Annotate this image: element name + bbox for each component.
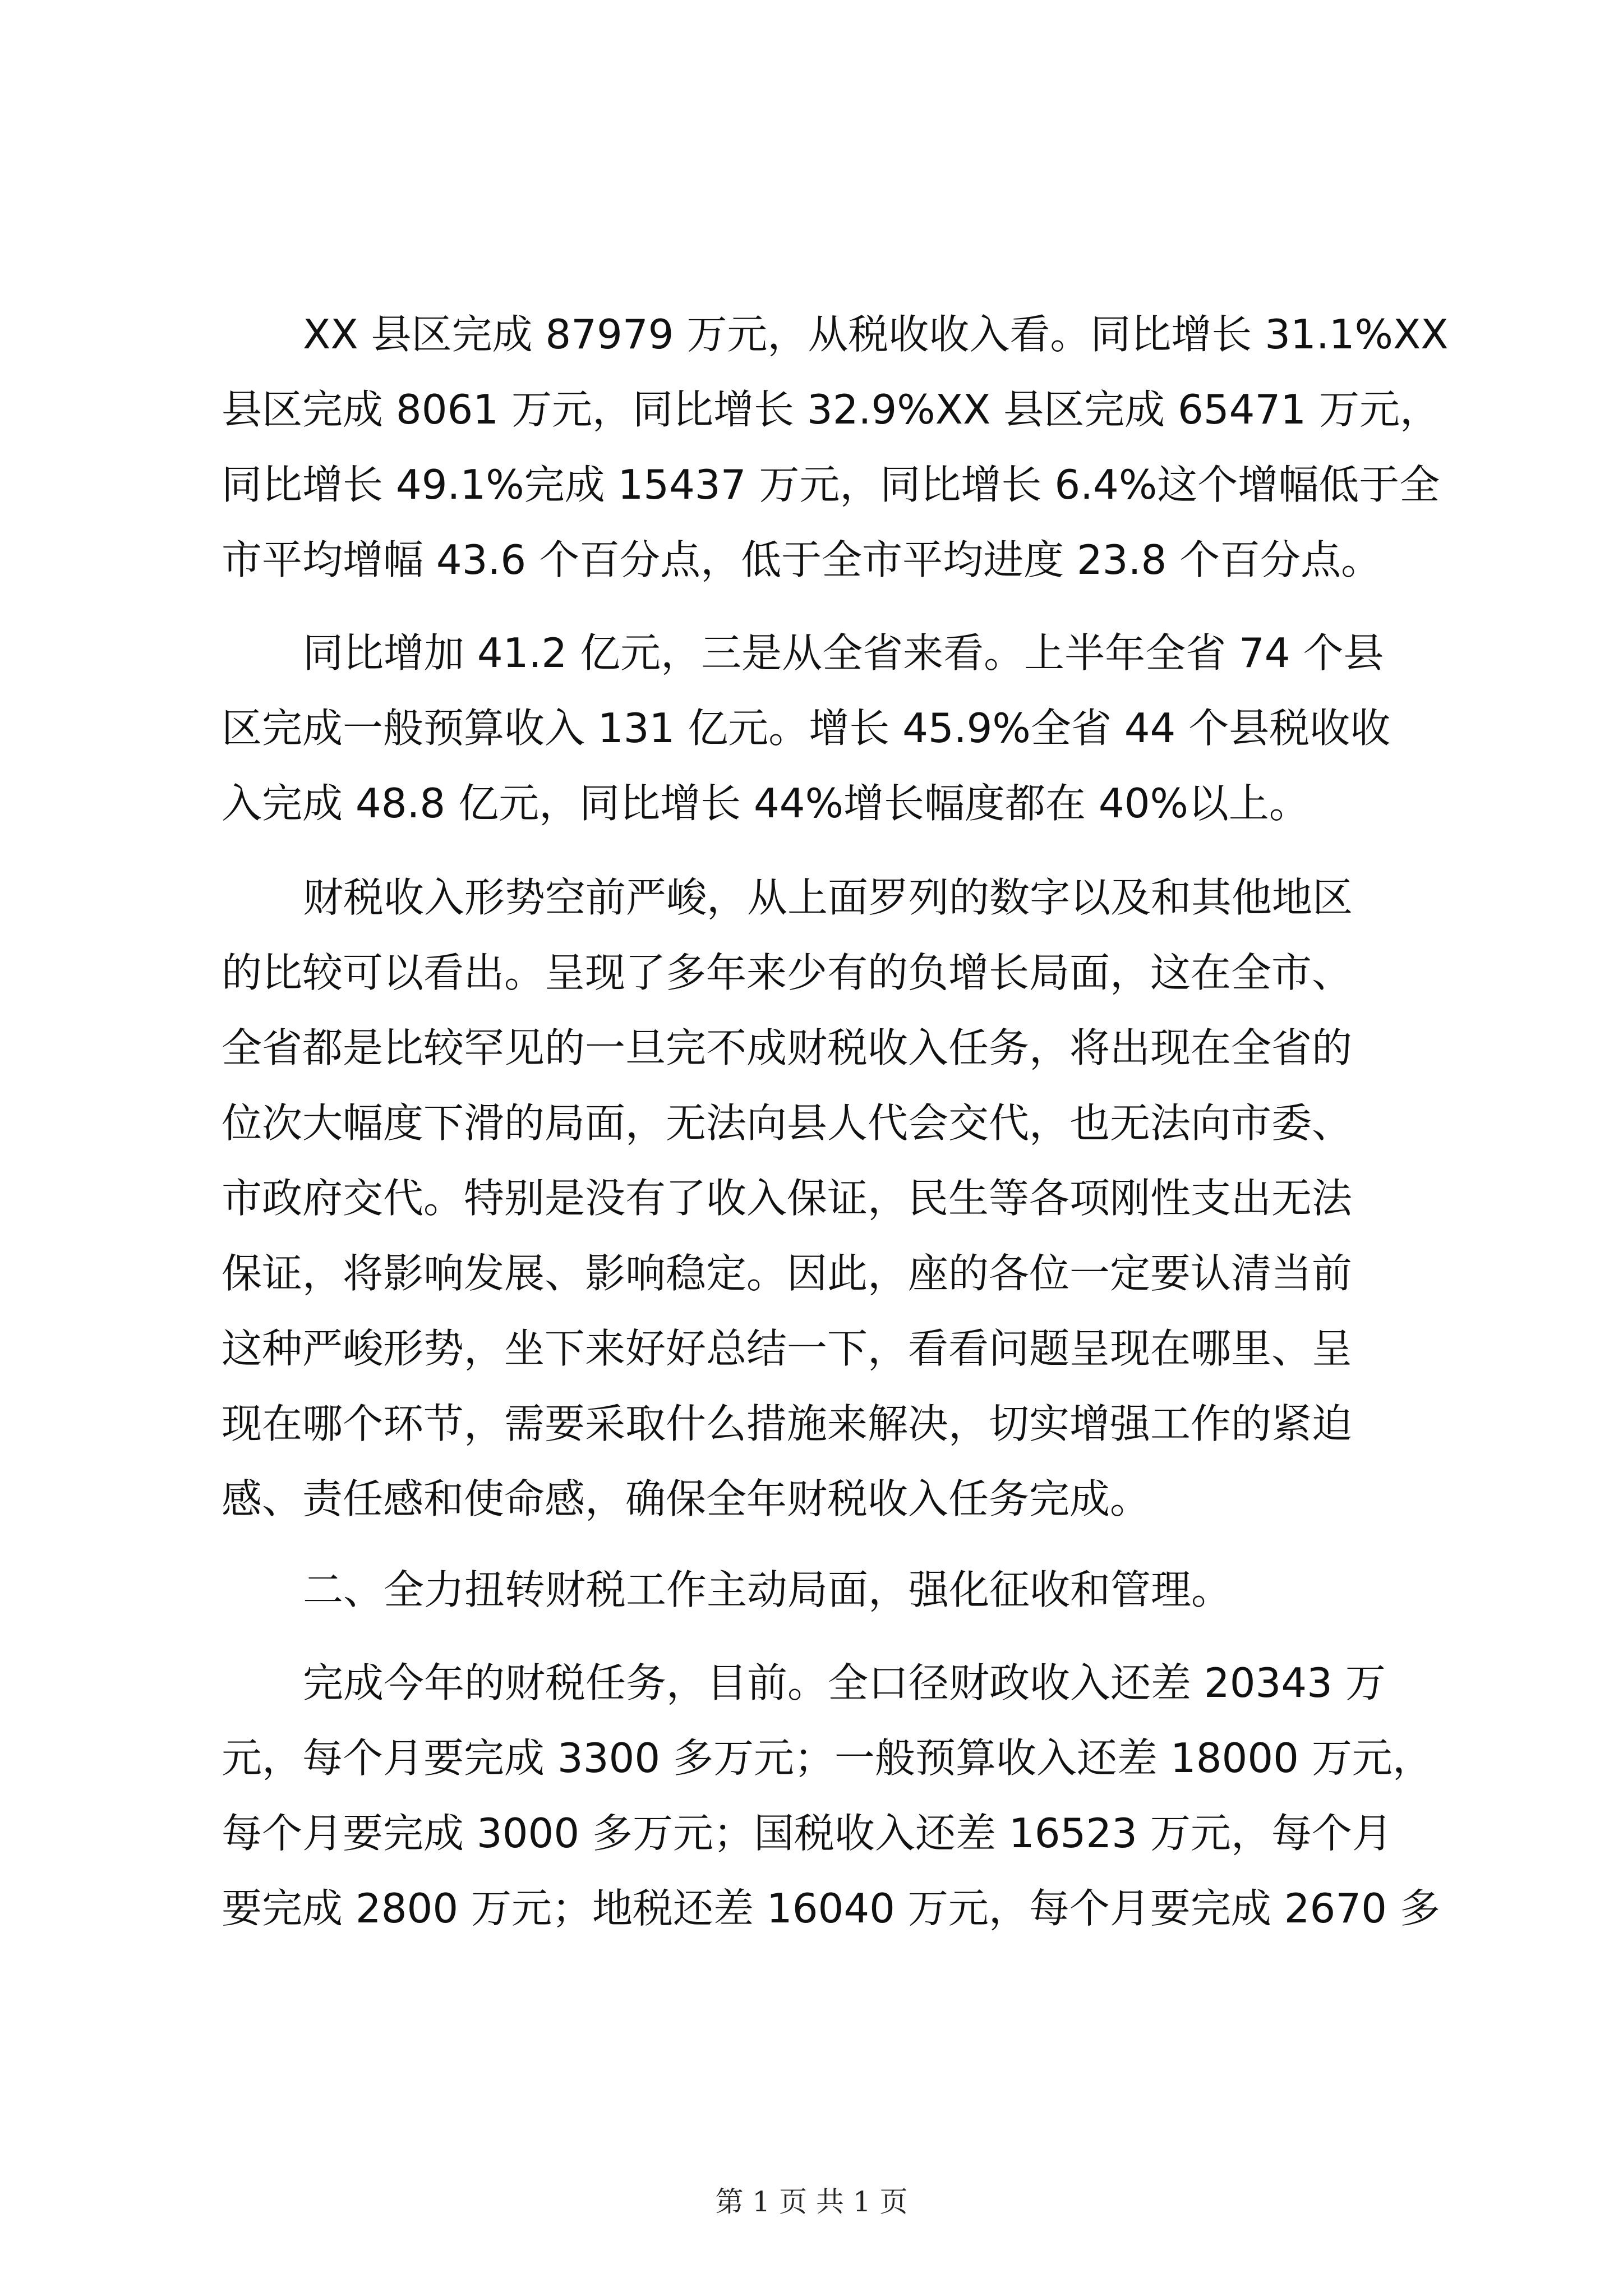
text-line: 位次大幅度下滑的局面，无法向县人代会交代，也无法向市委、 [222,1099,1353,1147]
text-line: 每个月要完成 3000 多万元；国税收入还差 16523 万元，每个月 [222,1810,1393,1857]
text-line: 要完成 2800 万元；地税还差 16040 万元，每个月要完成 2670 多 [222,1885,1440,1932]
page-footer: 第 1 页 共 1 页 [715,2185,908,2218]
section-heading: 二、全力扭转财税工作主动局面，强化征收和管理。 [303,1566,1232,1613]
text-line: 保证，将影响发展、影响稳定。因此，座的各位一定要认清当前 [222,1250,1353,1297]
text-line: 全省都是比较罕见的一旦完不成财税收入任务，将出现在全省的 [222,1024,1353,1071]
text-line: 元，每个月要完成 3300 多万元；一般预算收入还差 18000 万元， [222,1734,1433,1782]
text-line: 同比增加 41.2 亿元，三是从全省来看。上半年全省 74 个县 [303,629,1384,677]
text-line: 这种严峻形势，坐下来好好总结一下，看看问题呈现在哪里、呈 [222,1325,1353,1372]
text-line: 的比较可以看出。呈现了多年来少有的负增长局面，这在全市、 [222,949,1353,996]
text-line: 财税收入形势空前严峻，从上面罗列的数字以及和其他地区 [303,874,1353,921]
text-line: 感、责任感和使命感，确保全年财税收入任务完成。 [222,1475,1151,1522]
text-line: 区完成一般预算收入 131 亿元。增长 45.9%全省 44 个县税收收 [222,705,1391,752]
text-line: 入完成 48.8 亿元，同比增长 44%增长幅度都在 40%以上。 [222,780,1310,827]
text-line: XX 县区完成 87979 万元，从税收收入看。同比增长 31.1%XX [303,311,1449,358]
text-line: 市平均增幅 43.6 个百分点，低于全市平均进度 23.8 个百分点。 [222,536,1382,583]
text-line: 同比增长 49.1%完成 15437 万元，同比增长 6.4%这个增幅低于全 [222,461,1440,508]
text-line: 市政府交代。特别是没有了收入保证，民生等各项刚性支出无法 [222,1175,1353,1222]
text-line: 县区完成 8061 万元，同比增长 32.9%XX 县区完成 65471 万元， [222,386,1440,433]
text-line: 现在哪个环节，需要采取什么措施来解决，切实增强工作的紧迫 [222,1400,1353,1447]
text-line: 完成今年的财税任务，目前。全口径财政收入还差 20343 万 [303,1659,1386,1706]
